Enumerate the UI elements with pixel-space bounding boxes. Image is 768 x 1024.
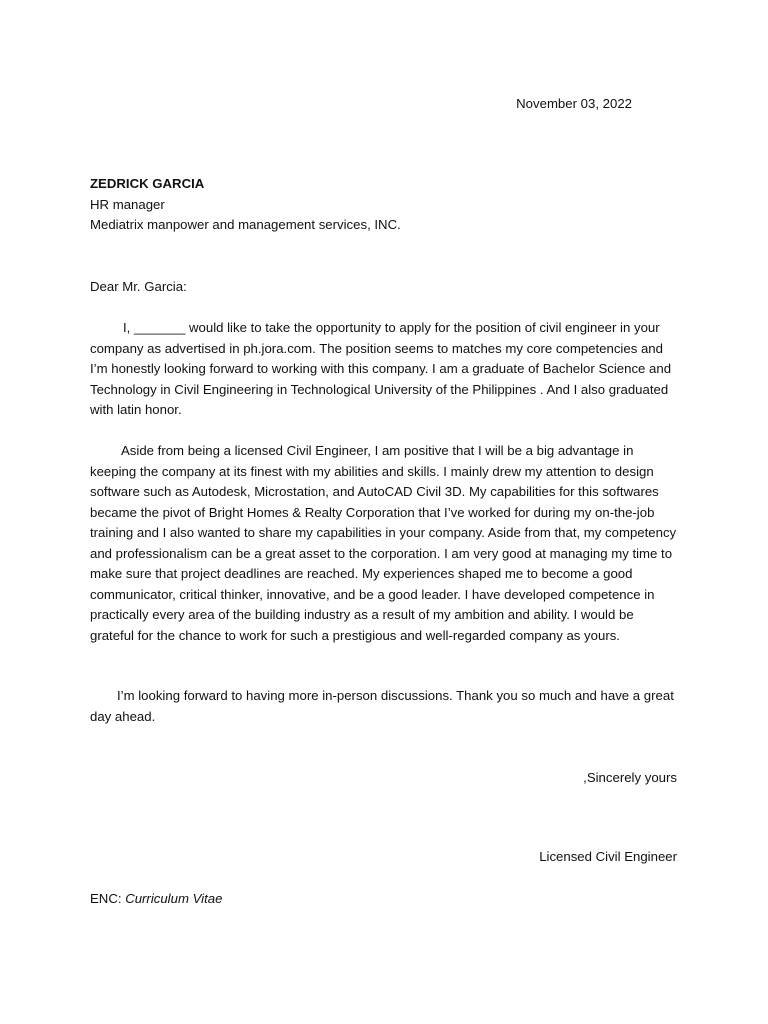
body-paragraph-1: I, _______ would like to take the opportunity to apply for the position of civil engineer in your company as advertised in ph.jora.com. The position seems to matches my core competencies and I’m honestly looking forward to working with this company. I am a graduate of Bachelor Science and Technology in Civil Engineering in Technological University of the Philippines . And I also graduated with latin honor.: [90, 320, 672, 417]
enclosure-value: Curriculum Vitae: [125, 891, 223, 906]
recipient-company: Mediatrix manpower and management services, INC.: [90, 217, 401, 232]
body-paragraph-3: I’m looking forward to having more in-person discussions. Thank you so much and have a great day ahead.: [90, 688, 674, 724]
enclosure-line: [90, 889, 222, 910]
recipient-name: ZEDRICK GARCIA: [90, 176, 205, 191]
signature-title: Licensed Civil Engineer: [539, 849, 677, 864]
enclosure-label: ENC:: [90, 891, 122, 906]
closing: ,Sincerely yours: [583, 770, 677, 785]
salutation: Dear Mr. Garcia:: [90, 279, 187, 294]
recipient-block: [90, 174, 690, 236]
body-paragraph-2: Aside from being a licensed Civil Engineer, I am positive that I will be a big advantage in keeping the company at its finest with my abilities and skills. I mainly drew my attention to design software such as Autodesk, Microstation, and AutoCAD Civil 3D. My capabilities for this softwares became the pivot of Bright Homes & Realty Corporation that I’ve worked for during my on-the-job training and I also wanted to share my capabilities in your company. Aside from that, my competency and professionalism can be a great asset to the corporation. I am very good at managing my time to make sure that project deadlines are reached. My experiences shaped me to become a good communicator, critical thinker, innovative, and be a good leader. I have developed competence in practically every area of the building industry as a result of my ambition and ability. I would be grateful for the chance to work for such a prestigious and well-regarded company as yours.: [90, 443, 677, 643]
letter-date: November 03, 2022: [516, 96, 632, 111]
recipient-position: HR manager: [90, 196, 165, 212]
